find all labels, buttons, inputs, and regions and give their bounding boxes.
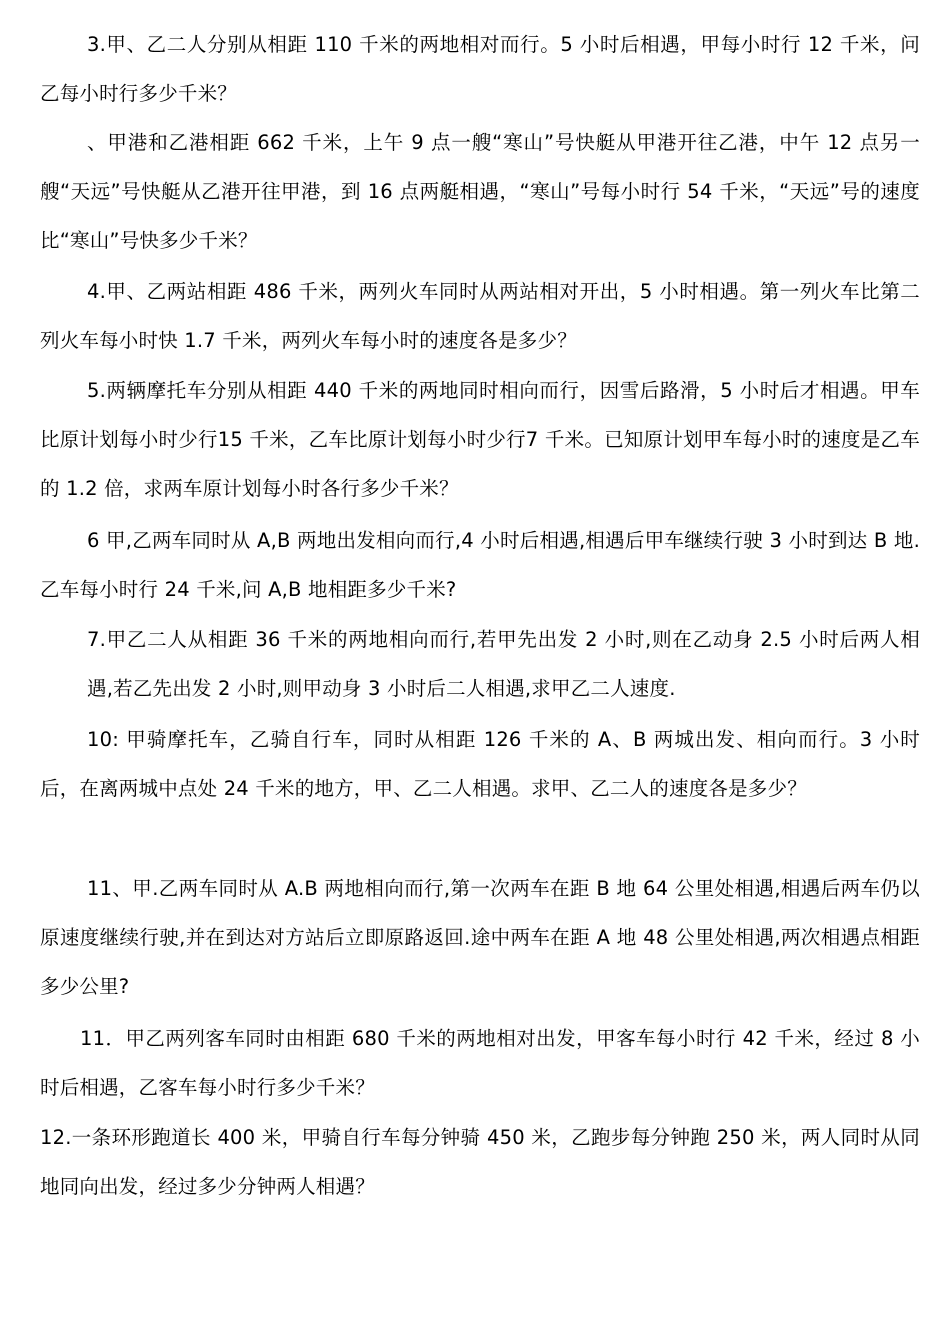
problem-6: 6 甲,乙两车同时从 A,B 两地出发相向而行,4 小时后相遇,相遇后甲车继续行驶 3 小时到达 B 地.乙车每小时行 24 千米,问 A,B 地相距多少千米? [40,529,920,601]
problem-3: 3.甲、乙二人分别从相距 110 千米的两地相对而行。5 小时后相遇，甲每小时行 12 千米，问乙每小时行多少千米？ [40,33,920,105]
problem-11-second: 11．甲乙两列客车同时由相距 680 千米的两地相对出发，甲客车每小时行 42 千米，经过 8 小时后相遇，乙客车每小时行多少千米？ [40,1027,920,1099]
problem-5: 5.两辆摩托车分别从相距 440 千米的两地同时相向而行，因雪后路滑，5 小时后才相遇。甲车比原计划每小时少行15 千米，乙车比原计划每小时少行7 千米。已知原计划甲车每小时的速度是乙车的 1.2 倍，求两车原计划每小时各行多少千米？ [40,379,920,500]
problem-11-first: 11、甲.乙两车同时从 A.B 两地相向而行,第一次两车在距 B 地 64 公里处相遇,相遇后两车仍以原速度继续行驶,并在到达对方站后立即原路返回.途中两车在距 A 地 48 公里处相遇,两次相遇点相距多少公里? [40,877,920,998]
problem-harbor: 、甲港和乙港相距 662 千米，上午 9 点一艘“寒山”号快艇从甲港开往乙港，中午 12 点另一艘“天远”号快艇从乙港开往甲港，到 16 点两艇相遇，“寒山”号每小时行 54 千米，“天远”号的速度比“寒山”号快多少千米？ [40,131,920,252]
problem-10: 10: 甲骑摩托车，乙骑自行车，同时从相距 126 千米的 A、B 两城出发、相向而行。3 小时后，在离两城中点处 24 千米的地方，甲、乙二人相遇。求甲、乙二人的速度各是多少？ [40,728,920,800]
problem-7: 7.甲乙二人从相距 36 千米的两地相向而行,若甲先出发 2 小时,则在乙动身 2.5 小时后两人相遇,若乙先出发 2 小时,则甲动身 3 小时后二人相遇,求甲乙二人速度. [87,628,920,700]
problem-4: 4.甲、乙两站相距 486 千米，两列火车同时从两站相对开出，5 小时相遇。第一列火车比第二列火车每小时快 1.7 千米，两列火车每小时的速度各是多少？ [40,280,920,352]
problem-12: 12.一条环形跑道长 400 米，甲骑自行车每分钟骑 450 米，乙跑步每分钟跑 250 米，两人同时从同地同向出发，经过多少分钟两人相遇？ [40,1126,920,1198]
